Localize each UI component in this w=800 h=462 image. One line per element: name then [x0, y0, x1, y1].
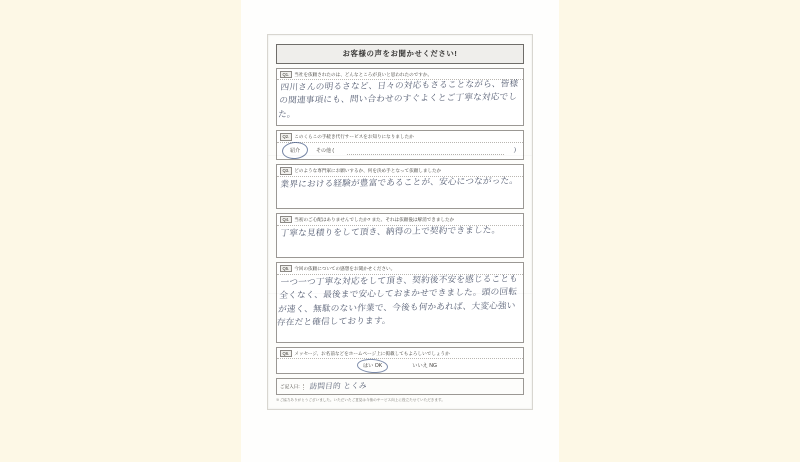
question-heading-q6 — [277, 348, 523, 360]
choice-no-q6[interactable] — [412, 362, 437, 369]
question-number-q1: Q1. — [280, 71, 292, 78]
question-prompt-q6: メッセージ、お名前などをホームページ上に掲載してもよろしいでしょうか — [294, 350, 450, 356]
choice-referral-q2[interactable]: 紹介 — [287, 146, 303, 155]
question-number-q4: Q4. — [280, 216, 292, 223]
right-background-band — [559, 0, 800, 462]
question-prompt-q3: どのような専門家にお願いするか、何を決め手となって依頼しましたか — [294, 168, 442, 174]
scan-artifact-line — [268, 155, 532, 156]
choice-other-blank-q2[interactable] — [347, 147, 504, 155]
scanned-sheet — [241, 0, 559, 462]
question-number-q3: Q3. — [280, 167, 292, 174]
left-background-band — [0, 0, 241, 462]
answer-area-q3 — [277, 177, 523, 208]
answer-area-q6 — [277, 359, 523, 373]
question-prompt-q1: 当社を依頼されたのは、どんなところが良いと思われたのですか。 — [294, 71, 433, 77]
question-prompt-q4: 当初のご心配はありませんでしたか? また、それは依頼後は解消できましたか — [294, 217, 455, 223]
signature-label: ご記入日: — [277, 384, 304, 390]
signature-row — [276, 378, 524, 395]
question-heading-q2 — [277, 131, 523, 143]
choice-other-q2[interactable]: その他 ( — [316, 148, 335, 155]
answer-area-q5 — [277, 275, 523, 342]
question-prompt-q2: このくらこの手続き代行サービスをお知りになりましたか — [294, 134, 414, 140]
handwritten-answer-q4: 丁寧な見積りをして頂き、納得の上で契約できました。 — [280, 225, 501, 239]
scan-artifact-line — [268, 293, 532, 294]
question-block-q6 — [276, 347, 524, 375]
question-number-q5: Q5. — [280, 265, 292, 272]
questionnaire-paper — [267, 34, 533, 410]
footer-note: ※ご協力ありがとうございました。いただいたご意見は今後のサービス向上に役立たせていただきます。 — [276, 398, 445, 403]
question-number-q6: Q6. — [280, 350, 292, 357]
answer-area-q1 — [277, 80, 523, 125]
signature-value: 訪問目的 とくみ — [308, 381, 367, 391]
question-block-q4 — [276, 213, 524, 258]
answer-area-q2 — [277, 143, 523, 159]
handwritten-answer-q5: 一つ一つ丁寧な対応をして頂き、契約後不安を感じることも全くなく、最後まで安心しておまかせできました。頭の回転が速く、無駄のない作業で、今後も何かあれば、大変心強い存在だと確信しております。 — [276, 273, 519, 328]
question-block-q3 — [276, 164, 524, 209]
question-block-q1 — [276, 68, 524, 127]
question-prompt-q5: 今回の依頼についての感想をお聞かせください。 — [294, 265, 396, 271]
question-number-q2: Q2. — [280, 133, 292, 140]
choice-yes-q6[interactable] — [363, 362, 382, 369]
choice-no-label-q6: いいえ NG — [412, 363, 438, 370]
handwritten-answer-q3: 業界における経験が豊富であることが、安心につながった。 — [280, 176, 519, 191]
answer-area-q4 — [277, 226, 523, 257]
handwritten-answer-q1: 四川さんの明るさなど、日々の対応もさることながら、皆様の関連事項にも、問い合わせのすぐよくとご丁寧な対応でした。 — [277, 79, 519, 120]
questionnaire-title: お客様の声をお聞かせください! — [276, 44, 524, 64]
question-block-q5 — [276, 262, 524, 343]
handwritten-answer-q2: ) — [513, 145, 518, 155]
choice-yes-label-q6: はい OK — [362, 363, 383, 370]
